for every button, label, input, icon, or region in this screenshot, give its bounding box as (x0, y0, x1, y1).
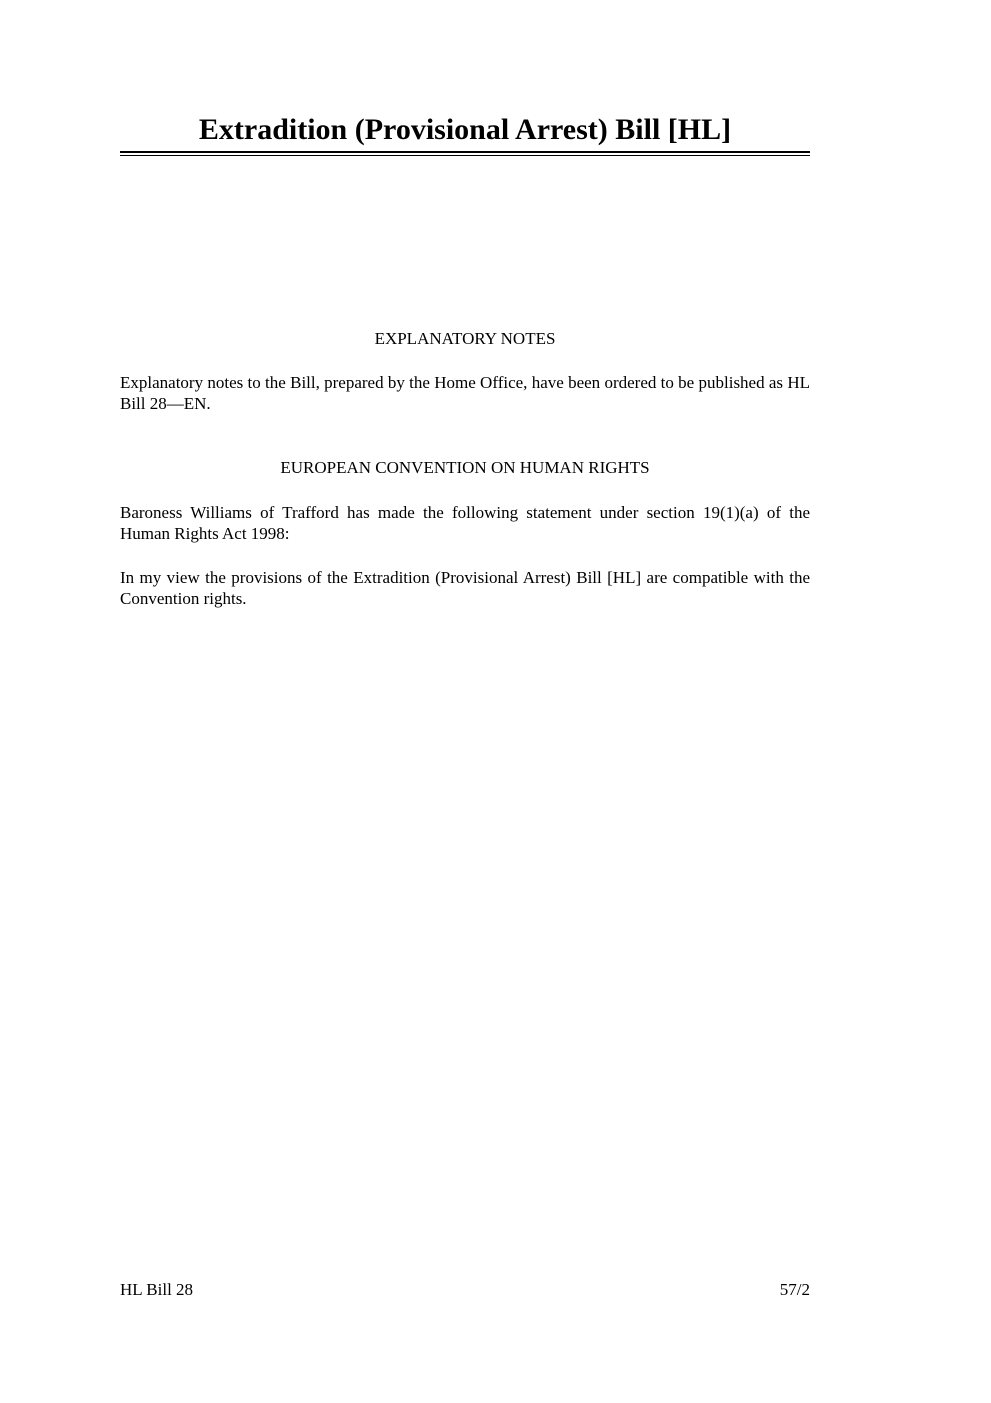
explanatory-notes-heading: EXPLANATORY NOTES (374, 329, 556, 348)
document-title: Extradition (Provisional Arrest) Bill [HL] (198, 113, 732, 146)
echr-statement: In my view the provisions of the Extradition (Provisional Arrest) Bill [HL] are compatible with the Convention rights. (120, 568, 810, 608)
echr-statement-intro: Baroness Williams of Trafford has made the following statement under section 19(1)(a) of the Human Rights Act 1998: (120, 503, 810, 543)
footer-print-reference: 57/2 (779, 1280, 810, 1299)
title-rule-thin (120, 155, 810, 156)
explanatory-notes-text: Explanatory notes to the Bill, prepared by the Home Office, have been ordered to be published as HL Bill 28—EN. (120, 373, 810, 413)
title-rule-thick (120, 151, 810, 153)
echr-heading: EUROPEAN CONVENTION ON HUMAN RIGHTS (280, 458, 650, 477)
footer-bill-reference: HL Bill 28 (120, 1280, 194, 1299)
